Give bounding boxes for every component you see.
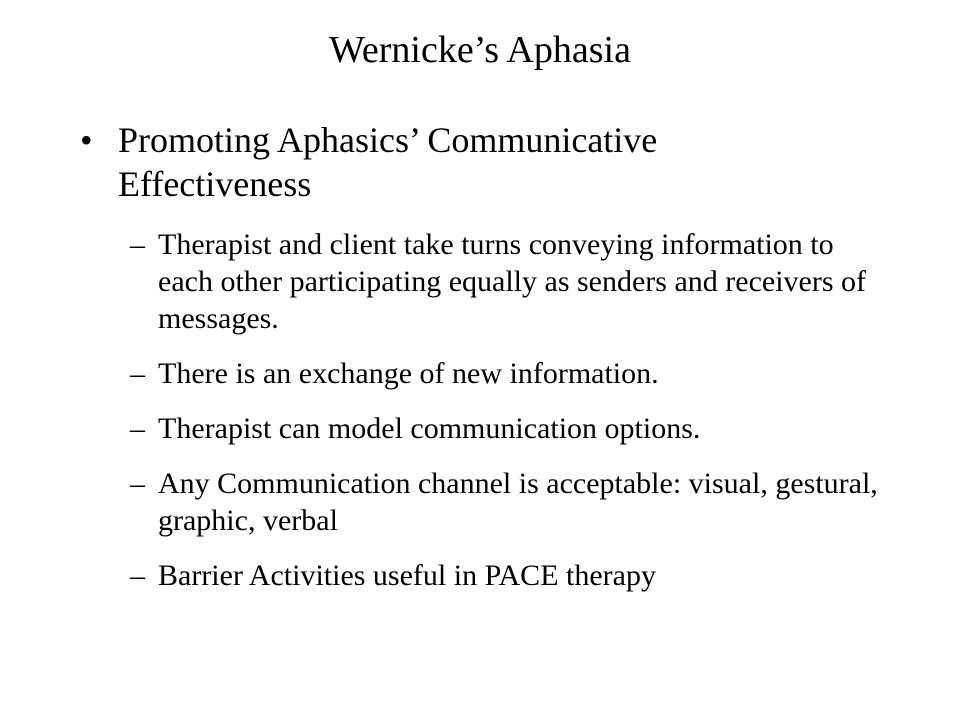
sub-bullet-text: Any Communication channel is acceptable: visual, gestural, graphic, verbal xyxy=(158,467,878,537)
sub-bullet-text: Therapist can model communication options. xyxy=(158,412,701,445)
sub-bullet-text: There is an exchange of new information. xyxy=(158,357,659,390)
sub-bullet-text: Barrier Activities useful in PACE therapy xyxy=(158,559,656,592)
main-bullet xyxy=(0,118,838,206)
slide-title: Wernicke’s Aphasia xyxy=(329,29,631,71)
dash-marker: – xyxy=(130,467,145,500)
sub-bullet-item xyxy=(0,226,878,337)
sub-bullet-item xyxy=(0,355,878,392)
dash-marker: – xyxy=(130,559,145,592)
sub-bullet-item xyxy=(0,557,878,594)
dash-marker: – xyxy=(130,412,145,445)
dash-marker: – xyxy=(130,357,145,390)
sub-bullet-list xyxy=(0,226,960,594)
bullet-marker: • xyxy=(80,120,93,160)
slide-content xyxy=(0,118,960,612)
sub-bullet-item xyxy=(0,410,878,447)
main-bullet-text: Promoting Aphasics’ Communicative Effectiveness xyxy=(118,120,658,204)
sub-bullet-text: Therapist and client take turns conveying information to each other participating equally as senders and receivers of messages. xyxy=(158,228,867,335)
sub-bullet-item xyxy=(0,465,878,539)
dash-marker: – xyxy=(130,228,145,261)
